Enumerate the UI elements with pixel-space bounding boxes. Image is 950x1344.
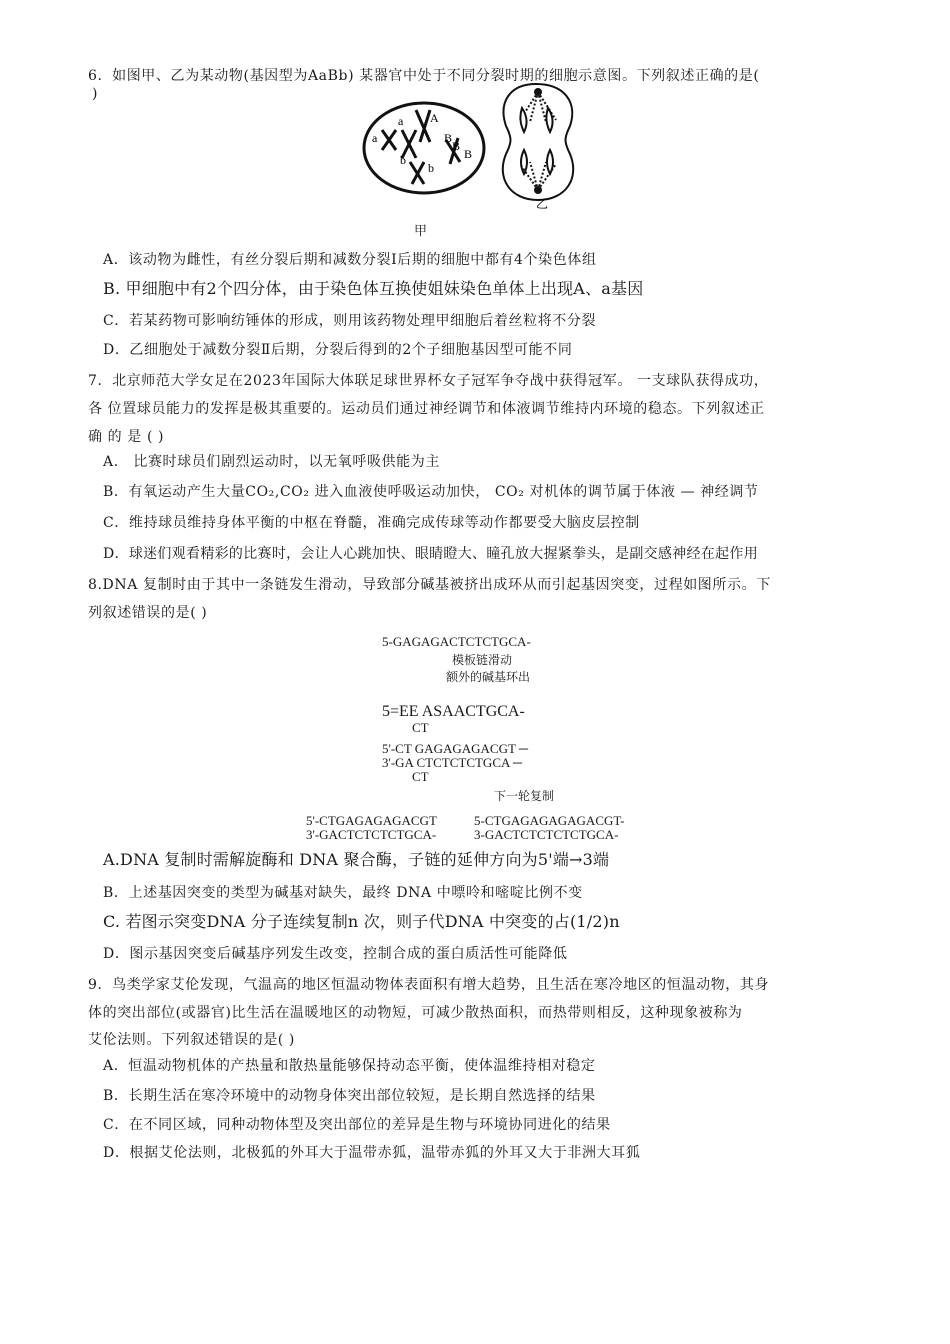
dna-seq-1: 5-GAGAGACTCTCTGCA- (382, 634, 531, 649)
q7-option-d: D．球迷们观看精彩的比赛时，会让人心跳加快、眼睛瞪大、瞳孔放大握紧拳头，是副交感神经在起作用 (103, 546, 759, 562)
dna-seq-3: 5'-CT GAGAGAGACGT ─ (382, 741, 529, 756)
fig-label-7: b (428, 161, 434, 175)
q9-stem-line2: 体的突出部位(或器官)比生活在温暖地区的动物短，可减少散热面积，而热带则相反，这种现象被称为 (88, 1005, 743, 1021)
q7-option-b: B．有氧运动产生大量CO₂,CO₂ 进入血液使呼吸运动加快， CO₂ 对机体的调节属于体液 — 神经调节 (103, 484, 759, 500)
q8-stem-line1: 8.DNA 复制时由于其中一条链发生滑动，导致部分碱基被挤出成环从而引起基因突变，过程如图所示。下 (88, 577, 771, 593)
fig-label-5: B (464, 147, 473, 161)
q9-option-a: A．恒温动物机体的产热量和散热量能够保持动态平衡，使体温维持相对稳定 (103, 1058, 596, 1074)
dna-ct-1: CT (412, 720, 429, 735)
dna-left-bottom: 3'-GACTCTCTCTGCA- (306, 827, 437, 842)
fig-label-4: B (444, 131, 453, 145)
cell-yi-outline (503, 84, 573, 200)
fig-caption-jia: 甲 (414, 224, 428, 239)
q6-option-d: D．乙细胞处于减数分裂Ⅱ后期，分裂后得到的2个子细胞基因型可能不同 (103, 342, 573, 358)
q8-option-d: D．图示基因突变后碱基序列发生改变，控制合成的蛋白质活性可能降低 (103, 946, 568, 962)
q9-option-c: C．在不同区域，同种动物体型及突出部位的差异是生物与环境协同进化的结果 (103, 1117, 611, 1133)
dna-slip-label: 模板链滑动 (452, 653, 513, 667)
q8-option-b: B．上述基因突变的类型为碱基对缺失，最终 DNA 中嘌呤和嘧啶比例不变 (103, 885, 583, 901)
q7-stem-line3: 确 的 是 ( ) (88, 429, 165, 445)
q9-stem-line3: 艾伦法则。下列叙述错误的是( ) (88, 1032, 295, 1048)
dna-loop-label: 额外的碱基环出 (446, 670, 531, 684)
q6-figure (360, 80, 600, 210)
q8-option-a: A.DNA 复制时需解旋酶和 DNA 聚合酶，子链的延伸方向为5'端→3端 (103, 850, 610, 869)
q7-option-c: C．维持球员维持身体平衡的中枢在脊髓，准确完成传球等动作都要受大脑皮层控制 (103, 515, 640, 531)
dna-right-top: 5-CTGAGAGAGAGACGT- (474, 813, 625, 828)
q9-stem-line1: 9．鸟类学家艾伦发现，气温高的地区恒温动物体表面积有增大趋势，且生活在寒冷地区的恒温动物，其身 (88, 977, 770, 993)
q6-stem-line2: ) (92, 86, 99, 102)
chromosome-4 (410, 162, 424, 184)
q9-option-b: B．长期生活在寒冷环境中的动物身体突出部位较短，是长期自然选择的结果 (103, 1088, 596, 1104)
fig-label-2: a (398, 114, 404, 128)
q6-option-a: A．该动物为雌性，有丝分裂后期和减数分裂Ⅰ后期的细胞中都有4个染色体组 (103, 252, 597, 268)
dna-ct-2: CT (412, 769, 429, 784)
q7-option-a: A． 比赛时球员们剧烈运动时，以无氧呼吸供能为主 (103, 454, 440, 470)
fig-label-3: A (430, 111, 439, 125)
q6-stem-line1: 6．如图甲、乙为某动物(基因型为AaBb) 某器官中处于不同分裂时期的细胞示意图。下列叙述正确的是( (88, 68, 760, 84)
fig-label-1: a (372, 131, 378, 145)
dna-left-top: 5'-CTGAGAGAGACGT (306, 813, 437, 828)
q6-option-c: C．若某药物可影响纺锤体的形成，则用该药物处理甲细胞后着丝粒将不分裂 (103, 313, 597, 329)
q9-option-d: D．根据艾伦法则，北极狐的外耳大于温带赤狐，温带赤狐的外耳又大于非洲大耳狐 (103, 1145, 641, 1161)
fig-label-8: B (452, 139, 461, 153)
q7-stem-line2: 各 位置球员能力的发挥是极其重要的。运动员们通过神经调节和体液调节维持内环境的稳态。下列叙述正 (88, 401, 765, 417)
chromosome-3 (416, 110, 430, 142)
chromosome-1 (382, 130, 396, 150)
dna-right-bottom: 3-GACTCTCTCTCTGCA- (474, 827, 619, 842)
fig-caption-yi: 乙 (536, 197, 549, 210)
dna-seq-4: 3'-GA CTCTCTCTGCA ─ (382, 755, 523, 770)
q8-option-c: C. 若图示突变DNA 分子连续复制n 次，则子代DNA 中突变的占(1/2)n (103, 912, 620, 931)
dna-seq-2: 5=EE ASAACTGCA- (382, 703, 525, 720)
q8-stem-line2: 列叙述错误的是( ) (88, 605, 208, 621)
dna-next-round-label: 下一轮复制 (494, 789, 555, 803)
q7-stem-line1: 7．北京师范大学女足在2023年国际大体联足球世界杯女子冠军争夺战中获得冠军。 一支球队获得成功， (88, 373, 769, 389)
fig-label-6: b (400, 153, 406, 167)
q6-option-b: B. 甲细胞中有2个四分体，由于染色体互换使姐妹染色单体上出现A、a基因 (103, 279, 644, 298)
